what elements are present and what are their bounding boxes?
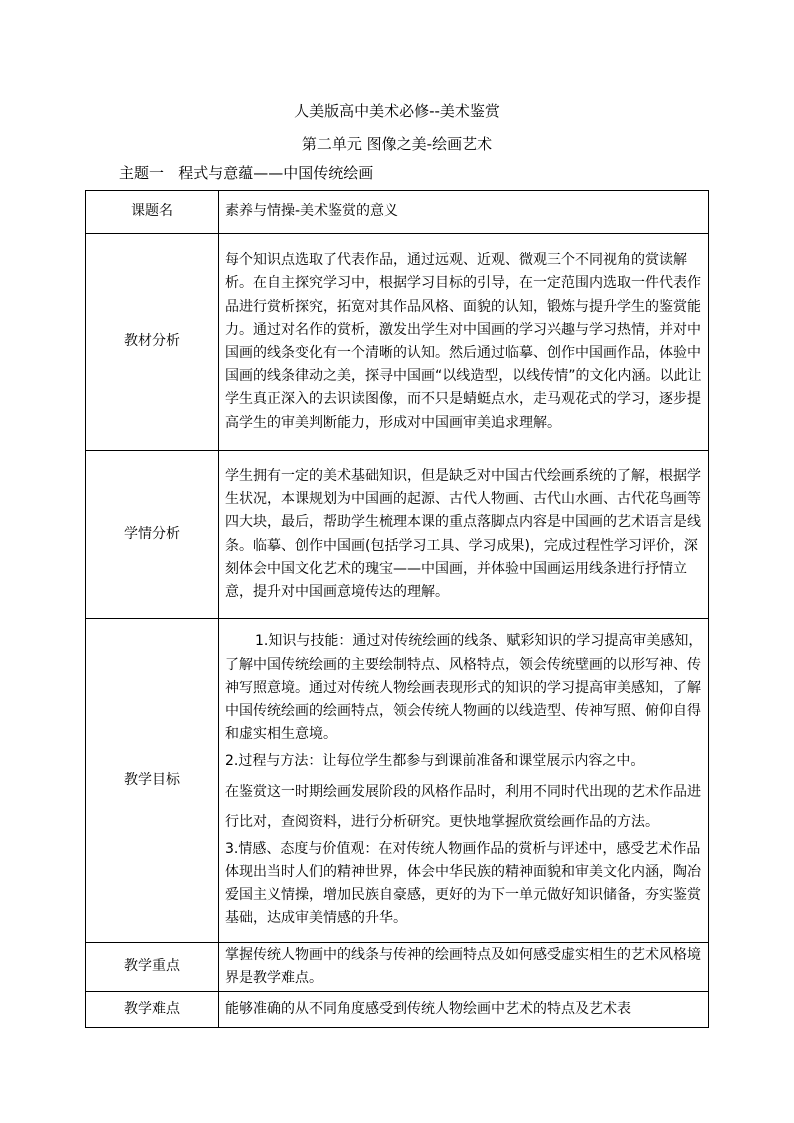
key-points-text: 掌握传统人物画中的线条与传神的绘画特点及如何感受虚实相生的艺术风格境界是教学难点。 (219, 943, 709, 992)
row-label-student-analysis: 学情分析 (86, 451, 219, 619)
table-row (86, 451, 709, 619)
teaching-goals-cell (219, 619, 709, 943)
table-row (86, 191, 709, 234)
row-label-difficulties: 教学难点 (86, 992, 219, 1028)
table-row (86, 619, 709, 943)
document-title: 人美版高中美术必修--美术鉴赏 (294, 102, 500, 120)
difficulties-text: 能够准确的从不同角度感受到传统人物绘画中艺术的特点及艺术表 (219, 992, 709, 1028)
table-row (86, 943, 709, 992)
goal-process-method: 2.过程与方法：让每位学生都参与到课前准备和课堂展示内容之中。 (225, 753, 645, 770)
table-row (86, 992, 709, 1028)
goal-process-method-detail: 在鉴赏这一时期绘画发展阶段的风格作品时，利用不同时代出现的艺术作品进行比对，查阅资料，进行分析研究。更快地掌握欣赏绘画作品的方法。 (225, 783, 701, 831)
materials-analysis-text: 每个知识点选取了代表作品，通过远观、近观、微观三个不同视角的赏读解析。在自主探究学习中，根据学习目标的引导，在一定范围内选取一件代表作品进行赏析探究，拓宽对其作品风格、面貌的认知，锻炼与提升学生的鉴赏能力。通过对名作的赏析，激发出学生对中国画的学习兴趣与学习热情，并对中国画的线条变化有一个清晰的认知。然后通过临摹、创作中国画作品，体验中国画的线条律动之美，探寻中国画“以线造型，以线传情”的文化内涵。以此让学生真正深入的去识读图像，而不只是蜻蜓点水，走马观花式的学习，逐步提高学生的审美判断能力，形成对中国画审美追求理解。 (219, 234, 709, 451)
row-label-materials-analysis: 教材分析 (86, 234, 219, 451)
row-label-teaching-goals: 教学目标 (86, 619, 219, 943)
row-label-lesson-title: 课题名 (86, 191, 219, 234)
lesson-plan-table (85, 190, 709, 1028)
theme-title: 主题一 程式与意蕴——中国传统绘画 (119, 164, 374, 182)
goal-emotion-values: 3.情感、态度与价值观：在对传统人物画作品的赏析与评述中，感受艺术作品体现出当时人们的精神世界，体会中华民族的精神面貌和审美文化内涵，陶冶爱国主义情操，增加民族自豪感，更好的为下一单元做好知识储备，夯实鉴赏基础，达成审美情感的升华。 (225, 840, 701, 927)
student-analysis-text: 学生拥有一定的美术基础知识，但是缺乏对中国古代绘画系统的了解，根据学生状况，本课规划为中国画的起源、古代人物画、古代山水画、古代花鸟画等四大块，最后，帮助学生梳理本课的重点落脚点内容是中国画的艺术语言是线条。临摹、创作中国画(包括学习工具、学习成果)，完成过程性学习评价，深刻体会中国文化艺术的瑰宝——中国画，并体验中国画运用线条进行抒情立意，提升对中国画意境传达的理解。 (219, 451, 709, 619)
unit-title: 第二单元 图像之美-绘画艺术 (301, 135, 493, 153)
table-row (86, 234, 709, 451)
goal-knowledge-skills: 1.知识与技能：通过对传统绘画的线条、赋彩知识的学习提高审美感知，了解中国传统绘画的主要绘制特点、风格特点，领会传统壁画的以形写神、传神写照意境。通过对传统人物绘画表现形式的知识的学习提高审美感知，了解中国传统绘画的绘画特点，领会传统人物画的以线造型、传神写照、俯仰自得和虚实相生意境。 (225, 633, 703, 743)
row-label-key-points: 教学重点 (86, 943, 219, 992)
lesson-title-value: 素养与情操-美术鉴赏的意义 (219, 191, 709, 234)
